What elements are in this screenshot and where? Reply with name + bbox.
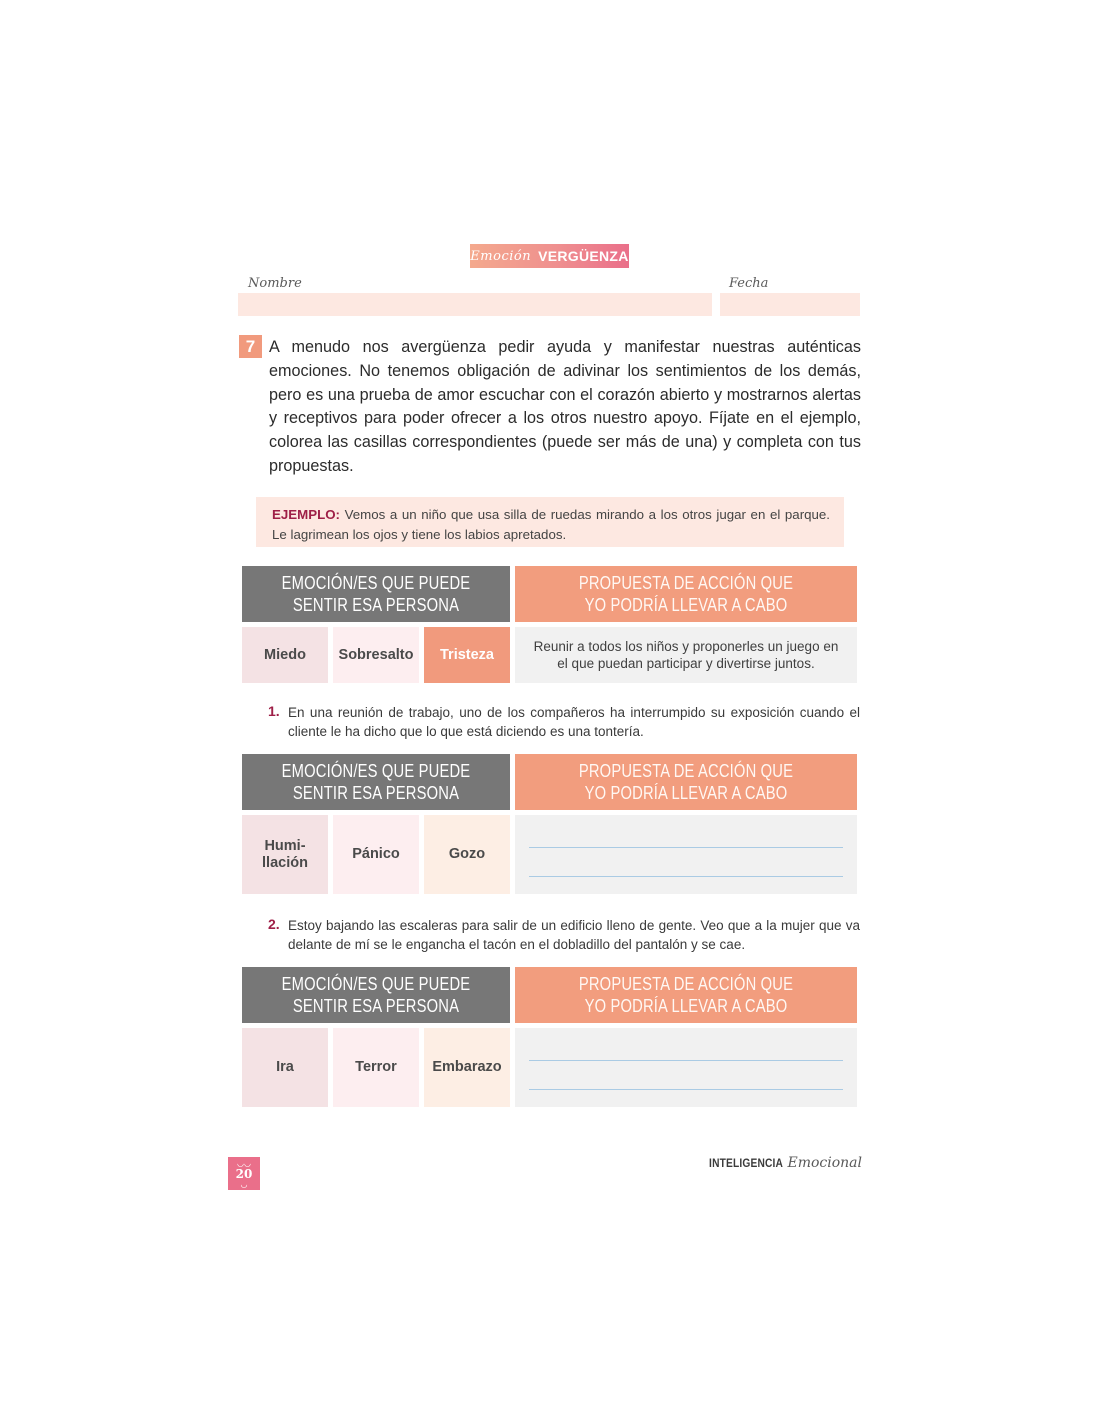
brand-footer	[696, 1155, 862, 1171]
writing-line	[529, 1089, 843, 1090]
emotion-cell-panico[interactable]: Pánico	[333, 815, 419, 894]
page-number: 20	[235, 1166, 253, 1181]
banner-title: VERGÜENZA	[538, 248, 629, 264]
emotion-cell-gozo[interactable]: Gozo	[424, 815, 510, 894]
header-action-line2: YO PODRÍA LLEVAR A CABO	[584, 996, 788, 1016]
name-label: Nombre	[248, 276, 302, 291]
emotion-banner	[470, 244, 629, 268]
table-header-action	[515, 754, 857, 810]
table-header-action	[515, 967, 857, 1023]
header-emotions-line1: EMOCIÓN/ES QUE PUEDE	[281, 573, 471, 593]
header-emotions-line1: EMOCIÓN/ES QUE PUEDE	[281, 974, 471, 994]
table-header-action	[515, 566, 857, 622]
question-number: 7	[239, 335, 262, 358]
header-action-line2: YO PODRÍA LLEVAR A CABO	[584, 595, 788, 615]
writing-line	[529, 1060, 843, 1061]
table-header-emotions	[242, 754, 510, 810]
banner-script: Emoción	[470, 248, 532, 264]
emotion-cell-sobresalto[interactable]: Sobresalto	[333, 627, 419, 683]
header-action-line1: PROPUESTA DE ACCIÓN QUE	[578, 573, 794, 593]
item-prompt-2: Estoy bajando las escaleras para salir de un edificio lleno de gente. Veo que a la mujer que va delante de mí se le engancha el tacón en el dobladillo del pantalón y se cae.	[288, 918, 860, 952]
header-emotions-line1: EMOCIÓN/ES QUE PUEDE	[281, 761, 471, 781]
emotion-cell-embarazo[interactable]: Embarazo	[424, 1028, 510, 1107]
item-number-1: 1.	[268, 703, 280, 719]
action-answer-field[interactable]	[515, 1028, 857, 1107]
example-box	[256, 497, 844, 547]
emotion-cell-ira[interactable]: Ira	[242, 1028, 328, 1107]
date-field[interactable]	[720, 293, 860, 316]
item-prompt-1: En una reunión de trabajo, uno de los compañeros ha interrumpido su exposición cuando el cliente le ha dicho que lo que está diciendo es una tontería.	[288, 705, 860, 739]
action-answer-box	[515, 627, 857, 683]
header-action-line1: PROPUESTA DE ACCIÓN QUE	[578, 761, 794, 781]
action-answer-text: Reunir a todos los niños y proponerles un juego en el que puedan participar y divertirse juntos.	[533, 638, 839, 671]
smile-top-icon: ◡◡	[237, 1157, 251, 1168]
header-action-line2: YO PODRÍA LLEVAR A CABO	[584, 783, 788, 803]
item-number-2: 2.	[268, 916, 280, 932]
brand-script: Emocional	[787, 1155, 862, 1171]
page-number-badge	[228, 1157, 260, 1190]
emotion-cell-miedo[interactable]: Miedo	[242, 627, 328, 683]
header-emotions-line2: SENTIR ESA PERSONA	[292, 595, 460, 615]
emotion-cell-terror[interactable]: Terror	[333, 1028, 419, 1107]
writing-line	[529, 847, 843, 848]
table-header-emotions	[242, 967, 510, 1023]
date-label: Fecha	[729, 276, 769, 291]
header-action-line1: PROPUESTA DE ACCIÓN QUE	[578, 974, 794, 994]
example-text: Vemos a un niño que usa silla de ruedas mirando a los otros jugar en el parque. Le lagrimean los ojos y tiene los labios apretados.	[272, 507, 830, 542]
emotion-cell-humillacion[interactable]: Humi- llación	[242, 815, 328, 894]
question-text: A menudo nos avergüenza pedir ayuda y manifestar nuestras auténticas emociones. No tenemos obligación de adivinar los sentimientos de los demás, pero es una prueba de amor escuchar con el corazón abierto y mostrarnos alertas y receptivos para poder ofrecer a los otros nuestro apoyo. Fíjate en el ejemplo, colorea las casillas correspondientes (puede ser más de una) y completa con tus propuestas.	[269, 338, 861, 475]
header-emotions-line2: SENTIR ESA PERSONA	[292, 783, 460, 803]
header-emotions-line2: SENTIR ESA PERSONA	[292, 996, 460, 1016]
table-header-emotions	[242, 566, 510, 622]
name-field[interactable]	[238, 293, 712, 316]
smile-icon: ◡	[240, 1178, 248, 1189]
brand-caps: INTELIGENCIA	[709, 1156, 784, 1170]
example-label: EJEMPLO:	[272, 507, 340, 522]
emotion-cell-tristeza[interactable]: Tristeza	[424, 627, 510, 683]
writing-line	[529, 876, 843, 877]
action-answer-field[interactable]	[515, 815, 857, 894]
